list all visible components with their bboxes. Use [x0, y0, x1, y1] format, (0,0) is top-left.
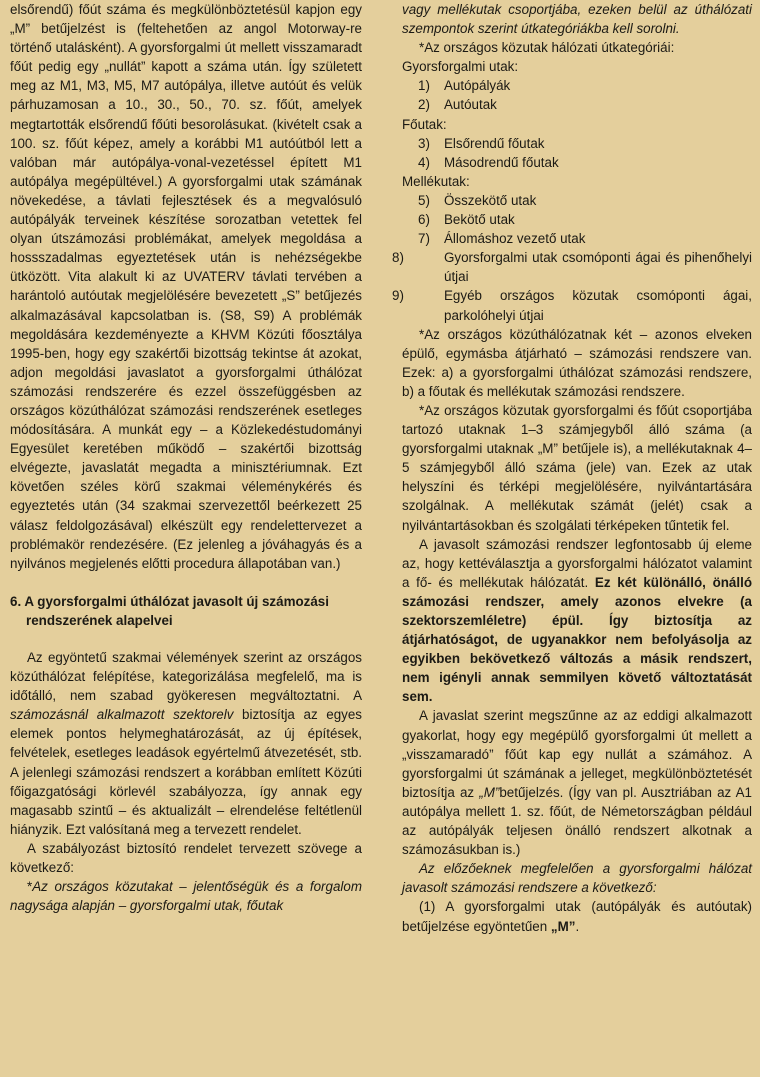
list-item: 7) Állomáshoz vezető utak: [418, 231, 586, 247]
list-item: 6) Bekötő utak: [418, 212, 515, 228]
category-group-title: Mellékutak:: [402, 173, 470, 189]
category-group: [392, 172, 752, 325]
list-item: 1) Autópályák: [418, 78, 511, 94]
list-item: 9) Egyéb országos közutak csomóponti ágai, parkolóhelyi útjai: [392, 288, 752, 323]
list-item: 2) Autóutak: [418, 97, 497, 113]
category-group-title: Gyorsforgalmi utak:: [402, 59, 519, 75]
category-list: [392, 57, 752, 324]
category-list-intro: *Az országos közutak hálózati útkategóriái:: [419, 40, 675, 56]
body-paragraph: *Az országos közutak gyorsforgalmi és főút csoportjába tartozó utaknak 1–3 számjegyből álló száma (a gyorsforgalmi utaknak „M” betűjele is), a mellékutaknak 4–5 számjegyből álló száma (jele) van. Ezek az utak helyszíni és térképi megjelölésére, nyilvántartására szolgálnak. A mellékutak számát (jelét) csak a nyilvántartásokban és szolgálati térképeken tűntetik fel.: [402, 402, 752, 533]
body-paragraph: A javasolt számozási rendszer legfontosabb új eleme az, hogy kettéválasztja a gyorsforgalmi hálózatot valamint a fő- és mellékutak hálózatát. Ez két különálló, önálló számozási rendszer, amely azonos elvekre (a szektorszemléletre) épül. Így biztosítja az átjárhatóságot, de ugyanakkor nem befolyásolja az egyikben bekövetkező változás a másik rendszert, nem igényli annak semmilyen követő változtatását sem.: [402, 536, 753, 705]
regulation-quote-continued: vagy mellékutak csoportjába, ezeken belül az úthálózati szempontok szerint útkategóriákba kell sorolni.: [402, 2, 752, 37]
body-paragraph: (1) A gyorsforgalmi utak (autópályák és autóutak) betűjelzése egyöntetűen „M”.: [402, 899, 752, 934]
list-item: 8) Gyorsforgalmi utak csomóponti ágai és pihenőhelyi útjai: [392, 250, 752, 285]
left-column: [10, 0, 362, 915]
body-paragraph: Az előzőeknek megfelelően a gyorsforgalmi hálózat javasolt számozási rendszere a következő:: [402, 861, 752, 896]
body-paragraph: A szabályozást biztosító rendelet tervezett szövege a következő:: [10, 840, 362, 876]
section-heading: 6. A gyorsforgalmi úthálózat javasolt új számozási rendszerének alapelvei: [10, 593, 329, 628]
right-column: [392, 0, 753, 936]
category-group-title: Főutak:: [402, 116, 447, 132]
regulation-quote: *Az országos közutakat – jelentőségük és a forgalom nagysága alapján – gyorsforgalmi utak, főutak: [10, 879, 362, 914]
body-paragraph: elsőrendű) főút száma és megkülönböztetésül kapjon egy „M” betűjelzést is (feltehetően az angol Motorway-re történő utalásként). A gyorsforgalmi út mellett visszamaradt főút pedig egy „nullát” kapott a száma után. Így született meg az M1, M3, M5, M7 autópálya, illetve autóút és velük párhuzamosan a 10., 30., 50., 70. sz. főút, amelyek megtartották elsőrendű főúti besorolásukat. (kivételt csak a 100. sz. főút képez, amely a korábbi M1 autóútból lett a valóban már autópálya-vonal-vezetéssel épített M1 autópálya megépültével.) A gyorsforgalmi utak számának növekedése, a távlati fejlesztések és a megvalósuló autópályák terveinek készítése sorozatban vetettek fel olyan útszámozási problémákat, amelyek megoldása a hossszadalmas egyeztetések után is nehézségekbe ütközött. Vita alakult ki az UVATERV távlati tervében a harántoló autóutak megjelölésére bevezetett „S” betűjezés alkalmazásával kapcsolatban is. (S8, S9) A problémák megoldására kezdeményezte a KHVM Közúti főosztálya 1995-ben, hogy egy szakértői bizottság tekintse át azokat, adjon megoldási javaslatot a gyorsforgalmi úthálózat számozási rendszerére és ezzel összefüggésben az országos közúthálózat számozási rendszerének esetleges módosítására. A munkát egy – a Közlekedéstudományi Egyesület keretében működő – szakértői bizottság elvégezte, javaslatát megadta a minisztériumnak. Ezt követően széles körű szakmai véleménykérés és egyeztetés után (34 szakmai szervezettől beérkezett 25 válasz feldolgozásával) elkészült egy rendelettervezet a problémakör rendezésére. (Ez jelenleg a jóváhagyás és a nyilvános megjelenés előtti procedura állapotában van.): [10, 2, 362, 571]
body-paragraph: A javaslat szerint megszűnne az az eddigi alkalmazott gyakorlat, hogy egy megépülő gyorsforgalmi út mellett a „visszamaradó” főút kap egy nullát a számához. A gyorsforgalmi út számának a jelleget, megkülönböztetését biztosítja az „M”betűjelzés. (Így van pl. Ausztriában az A1 autópálya mellett 1. sz. főút, de Németországban például az autópályák teljesen önálló rendszert alkotnak a számozásukban is.): [402, 708, 752, 858]
list-item: 4) Másodrendű főutak: [418, 154, 559, 170]
category-group: [402, 57, 752, 114]
list-item: 5) Összekötő utak: [418, 192, 537, 208]
list-item: 3) Elsőrendű főutak: [418, 135, 545, 151]
body-paragraph: Az egyöntetű szakmai vélemények szerint az országos közúthálózat felépítése, kategorizálása megfelelő, ma is időtálló, nem szabad gyökeresen megváltoztatni. A számozásnál alkalmazott szektorelv biztosítja az egyes elemek pontos helymeghatározását, az új építések, felvételek, esetleges leadások egyértelmű átvezetését, stb. A jelenlegi számozási rendszert a korábban említett Közúti főigazgatósági körlevél szabályozza, így annak egy magasabb szintű – és aktualizált – elrendelése feltétlenül hiányzik. Ezt valósítaná meg a tervezett rendelet.: [10, 650, 362, 837]
bold-passage: Ez két különálló, önálló számozási rendszer, amely azonos elvekre (a szektorszemléletre) épül. Így biztosítja az átjárhatóságot, de ugyanakkor nem befolyásolja az egyikben bekövetkező változás a másik rendszert, nem igényli annak semmilyen követő változtatását sem.: [402, 574, 753, 705]
body-paragraph: *Az országos közúthálózatnak két – azonos elveken épülő, egymásba átjárható – számozási rendszere van. Ezek: a) a gyorsforgalmi úthálózat számozási rendszere, b) a főutak és mellékutak számozási rendszere.: [402, 326, 752, 399]
category-group: [402, 115, 752, 172]
italic-phrase: számozásnál alkalmazott szektorelv: [10, 707, 234, 723]
